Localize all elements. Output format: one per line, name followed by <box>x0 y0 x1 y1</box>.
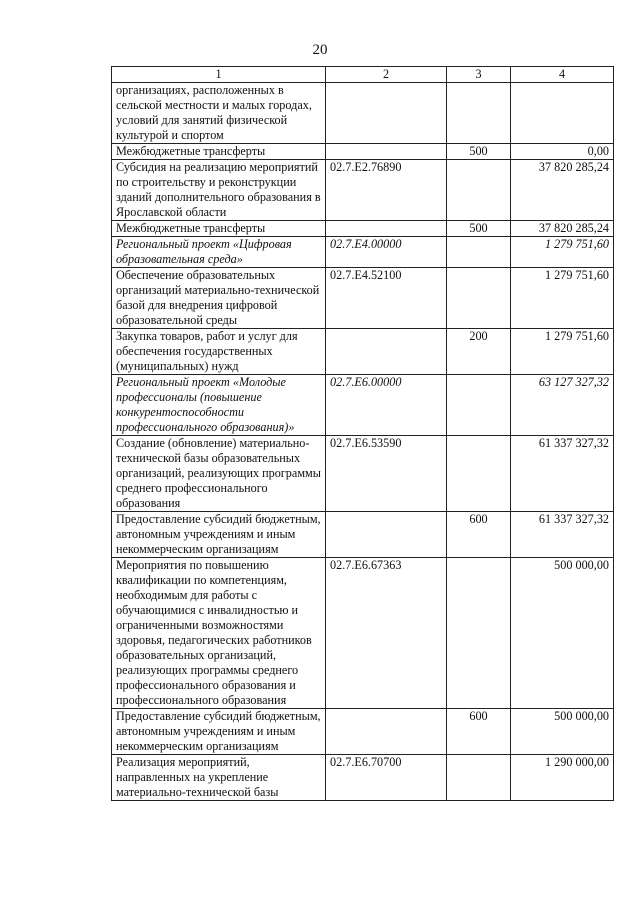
row-type-cell: 200 <box>447 329 511 375</box>
row-amount-cell: 500 000,00 <box>511 558 614 709</box>
row-type-cell <box>447 375 511 436</box>
row-code-cell: 02.7.E4.52100 <box>326 268 447 329</box>
table-header-row <box>112 67 614 83</box>
row-code-cell <box>326 144 447 160</box>
row-type-cell <box>447 436 511 512</box>
row-amount-cell: 1 279 751,60 <box>511 237 614 268</box>
row-type-cell <box>447 160 511 221</box>
table-row <box>112 160 614 221</box>
row-code-cell <box>326 83 447 144</box>
row-amount-cell: 1 290 000,00 <box>511 755 614 801</box>
row-type-cell <box>447 755 511 801</box>
column-header-3: 3 <box>447 67 511 83</box>
row-name-cell: Межбюджетные трансферты <box>112 144 326 160</box>
row-amount-cell: 500 000,00 <box>511 709 614 755</box>
row-name-cell: Обеспечение образовательных организаций материально-технической базой для внедрения цифровой образовательной среды <box>112 268 326 329</box>
row-name-cell: Создание (обновление) материально-технической базы образовательных организаций, реализующих программы среднего профессионального образования <box>112 436 326 512</box>
row-amount-cell: 37 820 285,24 <box>511 221 614 237</box>
page-number: 20 <box>312 42 328 58</box>
table-row <box>112 709 614 755</box>
row-code-cell: 02.7.E6.67363 <box>326 558 447 709</box>
column-header-1: 1 <box>112 67 326 83</box>
table-row <box>112 329 614 375</box>
table-row <box>112 83 614 144</box>
table-row <box>112 221 614 237</box>
row-type-cell: 600 <box>447 512 511 558</box>
table-row <box>112 512 614 558</box>
row-code-cell: 02.7.E2.76890 <box>326 160 447 221</box>
row-code-cell: 02.7.E6.00000 <box>326 375 447 436</box>
row-name-cell: Региональный проект «Молодые профессионалы (повышение конкурентоспособности профессионального образования)» <box>112 375 326 436</box>
row-code-cell <box>326 512 447 558</box>
row-type-cell: 500 <box>447 144 511 160</box>
row-name-cell: Предоставление субсидий бюджетным, автономным учреждениям и иным некоммерческим организациям <box>112 512 326 558</box>
table-row <box>112 144 614 160</box>
column-header-4: 4 <box>511 67 614 83</box>
row-type-cell <box>447 237 511 268</box>
row-type-cell <box>447 268 511 329</box>
row-type-cell <box>447 558 511 709</box>
table-row <box>112 558 614 709</box>
row-amount-cell: 0,00 <box>511 144 614 160</box>
row-name-cell: Мероприятия по повышению квалификации по компетенциям, необходимым для работы с обучающимися с инвалидностью и ограниченными возможностями здоровья, педагогических работников образовательных организаций, реализующих программы среднего профессионального образования и профессионального образования <box>112 558 326 709</box>
row-name-cell: Закупка товаров, работ и услуг для обеспечения государственных (муниципальных) нужд <box>112 329 326 375</box>
table-row <box>112 436 614 512</box>
row-code-cell <box>326 221 447 237</box>
row-name-cell: Региональный проект «Цифровая образовательная среда» <box>112 237 326 268</box>
row-amount-cell: 61 337 327,32 <box>511 512 614 558</box>
row-code-cell: 02.7.E6.53590 <box>326 436 447 512</box>
column-header-2: 2 <box>326 67 447 83</box>
row-code-cell: 02.7.E4.00000 <box>326 237 447 268</box>
table-row <box>112 268 614 329</box>
row-code-cell <box>326 709 447 755</box>
row-amount-cell: 37 820 285,24 <box>511 160 614 221</box>
row-type-cell: 500 <box>447 221 511 237</box>
table-row <box>112 755 614 801</box>
row-amount-cell <box>511 83 614 144</box>
row-code-cell: 02.7.E6.70700 <box>326 755 447 801</box>
row-amount-cell: 61 337 327,32 <box>511 436 614 512</box>
row-name-cell: Межбюджетные трансферты <box>112 221 326 237</box>
row-name-cell: Реализация мероприятий, направленных на укрепление материально-технической базы <box>112 755 326 801</box>
row-name-cell: Субсидия на реализацию мероприятий по строительству и реконструкции зданий дополнительного образования в Ярославской области <box>112 160 326 221</box>
row-amount-cell: 63 127 327,32 <box>511 375 614 436</box>
row-name-cell: организациях, расположенных в сельской местности и малых городах, условий для занятий физической культурой и спортом <box>112 83 326 144</box>
budget-table <box>111 66 614 801</box>
row-amount-cell: 1 279 751,60 <box>511 268 614 329</box>
row-name-cell: Предоставление субсидий бюджетным, автономным учреждениям и иным некоммерческим организациям <box>112 709 326 755</box>
table-row <box>112 375 614 436</box>
table-row <box>112 237 614 268</box>
row-type-cell: 600 <box>447 709 511 755</box>
row-amount-cell: 1 279 751,60 <box>511 329 614 375</box>
row-code-cell <box>326 329 447 375</box>
row-type-cell <box>447 83 511 144</box>
